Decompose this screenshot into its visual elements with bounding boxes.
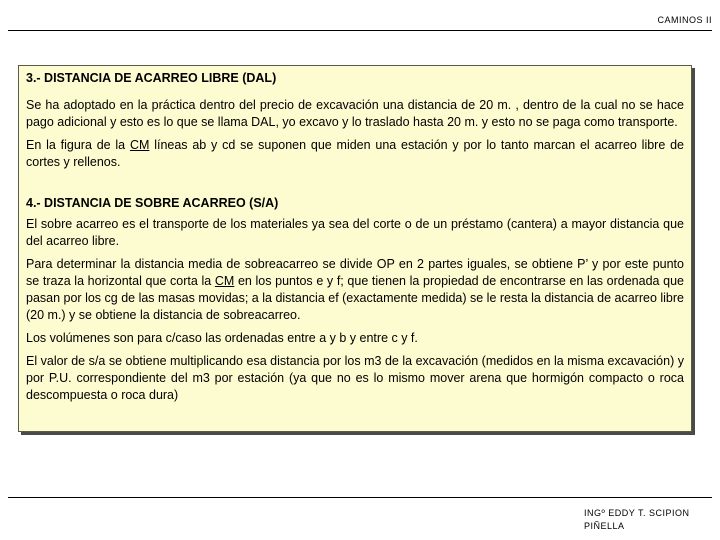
section-4-paragraph-1: El sobre acarreo es el transporte de los materiales ya sea del corte o de un préstamo (cantera) a mayor distancia que del acarreo libre. [26,217,684,248]
cm-term: CM [214,274,235,288]
section-4-heading: 4.- DISTANCIA DE SOBRE ACARREO (S/A) [26,196,279,210]
content-box [18,65,692,432]
section-gap [26,177,684,195]
author-name [584,507,689,533]
course-title: CAMINOS II [657,15,712,25]
author-line-2: PIÑELLA [584,521,625,531]
section-4-paragraph-4: El valor de s/a se obtiene multiplicando esa distancia por los m3 de la excavación (medidos en la misma excavación) y por P.U. correspondiente del m3 por estación (ya que no es lo mismo mover arena que hormigón compacto o roca descompuesta o roca dura) [26,354,684,402]
header-divider [8,30,712,31]
section-3-heading: 3.- DISTANCIA DE ACARREO LIBRE (DAL) [26,71,277,85]
footer-divider [8,497,712,498]
cm-term: CM [129,138,150,152]
section-3-paragraph-2 [26,137,684,171]
section-3-p2-text-b: líneas ab y cd se suponen que miden una estación y por lo tanto marcan el acarreo libre de cortes y rellenos. [26,138,684,169]
section-4-p2-text-b: en los puntos e y f; que tienen la propiedad de encontrarse en las ordenada que pasan por los cg de las masas movidas; a la distancia ef (exactamente medida) se le resta la distancia de acarreo libre (20 m.) y se obtiene la distancia de sobreacarreo. [26,274,685,322]
section-4-paragraph-3: Los volúmenes son para c/caso las ordenadas entre a y b y entre c y f. [26,331,418,345]
section-3-paragraph-1: Se ha adoptado en la práctica dentro del precio de excavación una distancia de 20 m. , dentro de la cual no se hace pago adicional y esto es lo que se llama DAL, yo excavo y lo traslado hasta 20 m. y esto no se paga como transporte. [26,98,684,129]
section-3-p2-text-a: En la figura de la [26,138,130,152]
section-4-p2-text-a: Para determinar la distancia media de sobreacarreo se divide OP en 2 partes iguales, se obtiene P’ y por este punto se traza la horizontal que corta la [26,257,684,288]
section-4-paragraph-2 [26,256,684,324]
author-line-1: INGº EDDY T. SCIPION [584,508,690,518]
